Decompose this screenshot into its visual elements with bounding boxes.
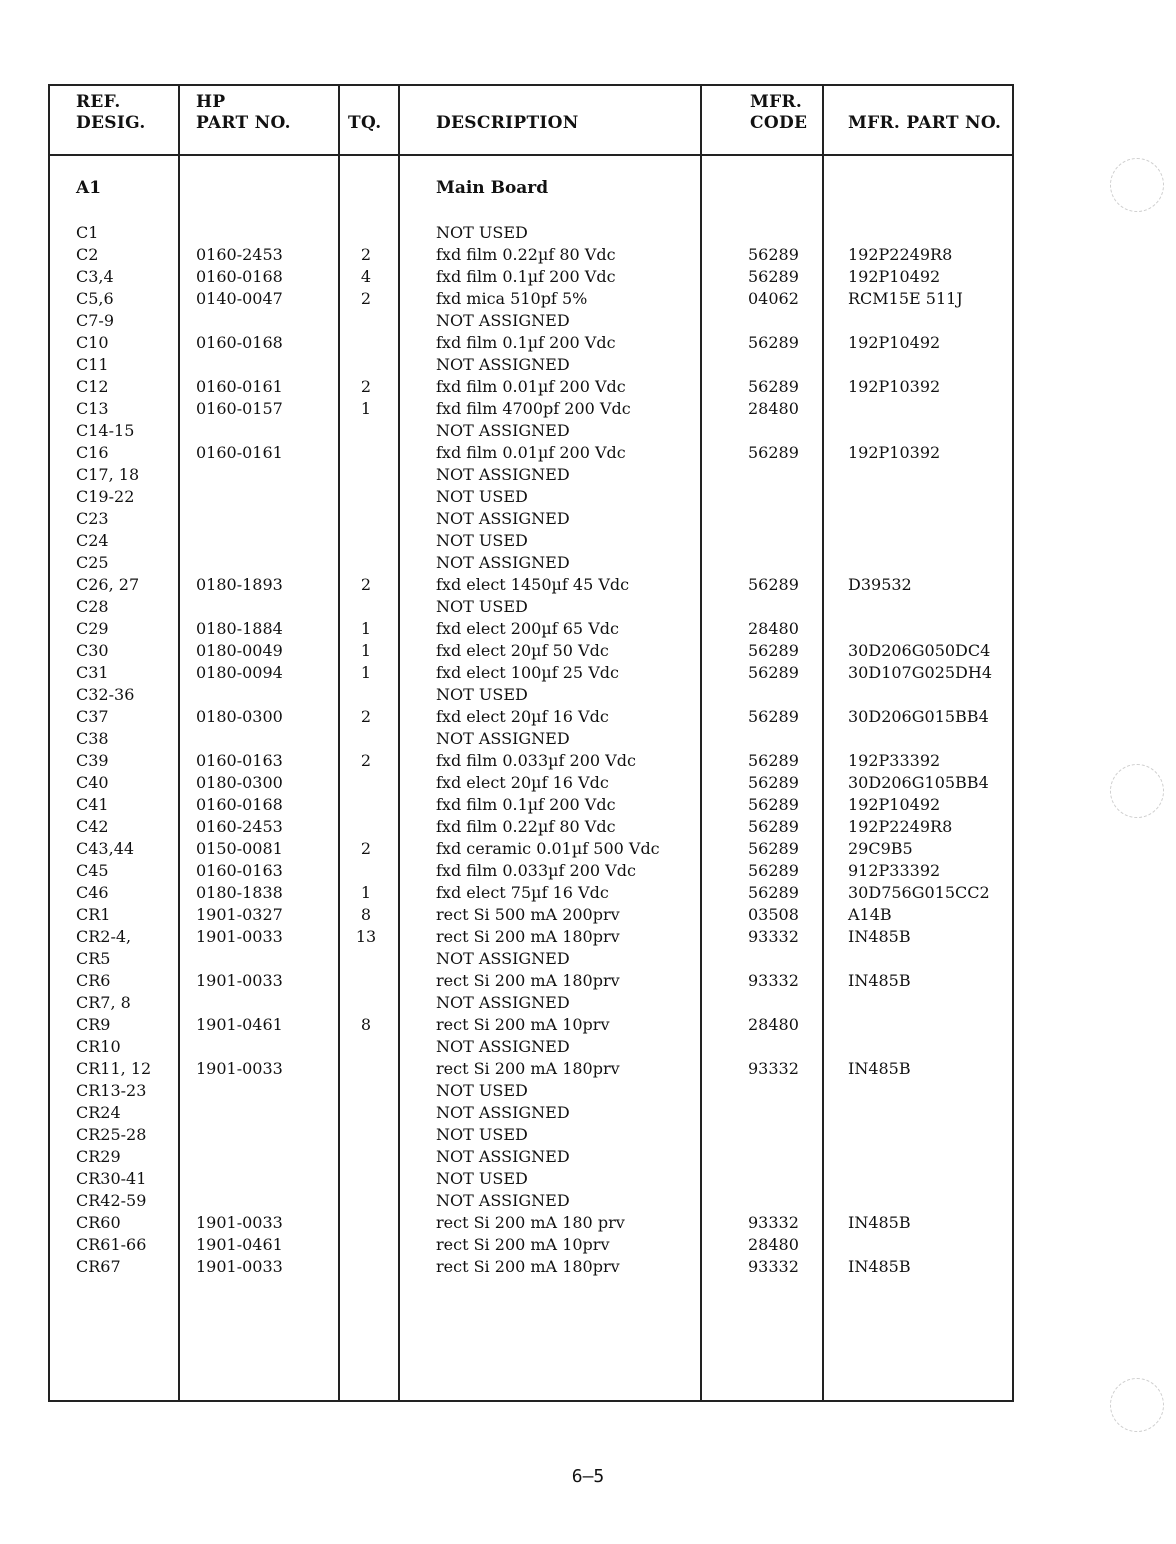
description-cell: NOT ASSIGNED xyxy=(436,993,570,1012)
description-cell: fxd film 0.1µf 200 Vdc xyxy=(436,333,616,352)
header-ref-line1: REF. xyxy=(76,92,121,112)
description-cell: fxd film 0.1µf 200 Vdc xyxy=(436,267,616,286)
table-row xyxy=(48,1190,1014,1212)
description-cell: NOT ASSIGNED xyxy=(436,509,570,528)
hp-part-no-cell: 1901-0033 xyxy=(196,927,283,946)
mfr-code-cell: 93332 xyxy=(748,927,799,946)
description-cell: fxd elect 100µf 25 Vdc xyxy=(436,663,619,682)
hp-part-no-cell: 0180-1838 xyxy=(196,883,283,902)
table-row xyxy=(48,420,1014,442)
description-cell: fxd film 0.01µf 200 Vdc xyxy=(436,377,626,396)
mfr-code-cell: 56289 xyxy=(748,839,799,858)
mfr-code-cell: 56289 xyxy=(748,443,799,462)
ref-desig-cell: C30 xyxy=(76,641,109,660)
table-row xyxy=(48,486,1014,508)
mfr-code-cell: 93332 xyxy=(748,1257,799,1276)
ref-desig-cell: C24 xyxy=(76,531,109,550)
table-row xyxy=(48,530,1014,552)
description-cell: rect Si 500 mA 200prv xyxy=(436,905,620,924)
ref-desig-cell: C46 xyxy=(76,883,109,902)
tq-cell: 2 xyxy=(360,707,372,726)
description-cell: fxd film 4700pf 200 Vdc xyxy=(436,399,631,418)
table-row xyxy=(48,926,1014,948)
description-cell: fxd elect 200µf 65 Vdc xyxy=(436,619,619,638)
table-row xyxy=(48,860,1014,882)
table-row xyxy=(48,662,1014,684)
mfr-code-cell: 28480 xyxy=(748,399,799,418)
ref-desig-cell: CR13-23 xyxy=(76,1081,147,1100)
ref-desig-cell: C28 xyxy=(76,597,109,616)
ref-desig-cell: CR10 xyxy=(76,1037,121,1056)
mfr-code-cell: 28480 xyxy=(748,1235,799,1254)
hp-part-no-cell: 0160-0168 xyxy=(196,267,283,286)
ref-desig-cell: C13 xyxy=(76,399,109,418)
mfr-part-no-cell: IN485B xyxy=(848,1059,911,1078)
table-row xyxy=(48,574,1014,596)
mfr-part-no-cell: 30D206G050DC4 xyxy=(848,641,991,660)
table-row xyxy=(48,1102,1014,1124)
mfr-part-no-cell: 29C9B5 xyxy=(848,839,913,858)
tq-cell: 2 xyxy=(360,751,372,770)
description-cell: fxd elect 1450µf 45 Vdc xyxy=(436,575,630,594)
ref-desig-cell: CR67 xyxy=(76,1257,121,1276)
header-description: DESCRIPTION xyxy=(436,113,579,133)
description-cell: fxd film 0.033µf 200 Vdc xyxy=(436,861,636,880)
table-row xyxy=(48,882,1014,904)
mfr-code-cell: 56289 xyxy=(748,333,799,352)
mfr-part-no-cell: 192P33392 xyxy=(848,751,941,770)
ref-desig-cell: C12 xyxy=(76,377,109,396)
hp-part-no-cell: 0160-0168 xyxy=(196,333,283,352)
tq-cell: 8 xyxy=(360,905,372,924)
mfr-part-no-cell: 192P10392 xyxy=(848,377,941,396)
table-row xyxy=(48,992,1014,1014)
header-mfr-code xyxy=(750,92,807,134)
punch-hole-mark xyxy=(1110,764,1164,818)
tq-cell: 2 xyxy=(360,839,372,858)
header-divider xyxy=(50,154,1012,156)
hp-part-no-cell: 0180-0094 xyxy=(196,663,283,682)
description-cell: NOT ASSIGNED xyxy=(436,465,570,484)
mfr-part-no-cell: IN485B xyxy=(848,1213,911,1232)
description-cell: rect Si 200 mA 10prv xyxy=(436,1015,610,1034)
description-cell: NOT USED xyxy=(436,1169,528,1188)
hp-part-no-cell: 0160-0163 xyxy=(196,861,283,880)
tq-cell: 8 xyxy=(360,1015,372,1034)
tq-cell: 1 xyxy=(360,399,372,418)
hp-part-no-cell: 0150-0081 xyxy=(196,839,283,858)
description-cell: NOT ASSIGNED xyxy=(436,1191,570,1210)
ref-desig-cell: C17, 18 xyxy=(76,465,140,484)
ref-desig-cell: C25 xyxy=(76,553,109,572)
mfr-code-cell: 28480 xyxy=(748,1015,799,1034)
description-cell: NOT ASSIGNED xyxy=(436,729,570,748)
tq-cell: 2 xyxy=(360,245,372,264)
table-row xyxy=(48,1058,1014,1080)
mfr-code-cell: 93332 xyxy=(748,971,799,990)
mfr-part-no-cell: IN485B xyxy=(848,927,911,946)
tq-cell: 1 xyxy=(360,883,372,902)
table-row xyxy=(48,552,1014,574)
mfr-code-cell: 56289 xyxy=(748,575,799,594)
description-cell: NOT USED xyxy=(436,531,528,550)
ref-desig-cell: C38 xyxy=(76,729,109,748)
tq-cell: 1 xyxy=(360,641,372,660)
mfr-part-no-cell: 30D107G025DH4 xyxy=(848,663,993,682)
description-cell: fxd film 0.22µf 80 Vdc xyxy=(436,817,616,836)
ref-desig-cell: C7-9 xyxy=(76,311,115,330)
ref-desig-cell: CR60 xyxy=(76,1213,121,1232)
ref-desig-cell: CR29 xyxy=(76,1147,121,1166)
description-cell: NOT USED xyxy=(436,223,528,242)
mfr-code-cell: 56289 xyxy=(748,641,799,660)
description-cell: fxd elect 20µf 16 Vdc xyxy=(436,707,609,726)
header-part-line1: HP xyxy=(196,92,226,112)
table-row xyxy=(48,508,1014,530)
ref-desig-cell: C29 xyxy=(76,619,109,638)
description-cell: fxd film 0.033µf 200 Vdc xyxy=(436,751,636,770)
mfr-part-no-cell: 192P10492 xyxy=(848,795,941,814)
description-cell: fxd elect 75µf 16 Vdc xyxy=(436,883,609,902)
mfr-part-no-cell: 192P2249R8 xyxy=(848,245,953,264)
description-cell: fxd film 0.1µf 200 Vdc xyxy=(436,795,616,814)
ref-desig-cell: C11 xyxy=(76,355,109,374)
description-cell: NOT USED xyxy=(436,1125,528,1144)
description-cell: rect Si 200 mA 180prv xyxy=(436,927,620,946)
mfr-part-no-cell: IN485B xyxy=(848,1257,911,1276)
table-row xyxy=(48,1146,1014,1168)
description-cell: NOT ASSIGNED xyxy=(436,949,570,968)
mfr-code-cell: 28480 xyxy=(748,619,799,638)
table-row xyxy=(48,728,1014,750)
mfr-part-no-cell: 192P10492 xyxy=(848,267,941,286)
description-cell: NOT ASSIGNED xyxy=(436,553,570,572)
ref-desig-cell: CR30-41 xyxy=(76,1169,147,1188)
hp-part-no-cell: 0160-0161 xyxy=(196,377,283,396)
ref-desig-cell: CR6 xyxy=(76,971,111,990)
table-row xyxy=(48,464,1014,486)
mfr-part-no-cell: 30D756G015CC2 xyxy=(848,883,990,902)
table-row xyxy=(48,442,1014,464)
table-row xyxy=(48,310,1014,332)
section-title: Main Board xyxy=(436,178,549,198)
mfr-code-cell: 56289 xyxy=(748,707,799,726)
hp-part-no-cell: 0160-0163 xyxy=(196,751,283,770)
ref-desig-cell: C14-15 xyxy=(76,421,135,440)
mfr-code-cell: 56289 xyxy=(748,861,799,880)
section-ref: A1 xyxy=(76,178,102,198)
hp-part-no-cell: 1901-0461 xyxy=(196,1015,283,1034)
hp-part-no-cell: 0140-0047 xyxy=(196,289,283,308)
ref-desig-cell: C3,4 xyxy=(76,267,114,286)
description-cell: rect Si 200 mA 10prv xyxy=(436,1235,610,1254)
mfr-code-cell: 04062 xyxy=(748,289,799,308)
table-row xyxy=(48,288,1014,310)
ref-desig-cell: C43,44 xyxy=(76,839,135,858)
hp-part-no-cell: 0180-0300 xyxy=(196,707,283,726)
hp-part-no-cell: 0160-0157 xyxy=(196,399,283,418)
table-row xyxy=(48,398,1014,420)
mfr-code-cell: 56289 xyxy=(748,883,799,902)
mfr-code-cell: 56289 xyxy=(748,817,799,836)
description-cell: NOT USED xyxy=(436,1081,528,1100)
description-cell: fxd film 0.01µf 200 Vdc xyxy=(436,443,626,462)
table-row xyxy=(48,904,1014,926)
description-cell: NOT USED xyxy=(436,685,528,704)
ref-desig-cell: C16 xyxy=(76,443,109,462)
description-cell: fxd elect 20µf 50 Vdc xyxy=(436,641,609,660)
hp-part-no-cell: 1901-0461 xyxy=(196,1235,283,1254)
hp-part-no-cell: 0180-1893 xyxy=(196,575,283,594)
table-row xyxy=(48,1212,1014,1234)
mfr-code-cell: 56289 xyxy=(748,267,799,286)
description-cell: fxd elect 20µf 16 Vdc xyxy=(436,773,609,792)
mfr-part-no-cell: 192P10392 xyxy=(848,443,941,462)
ref-desig-cell: C32-36 xyxy=(76,685,135,704)
ref-desig-cell: CR5 xyxy=(76,949,111,968)
table-row xyxy=(48,816,1014,838)
description-cell: NOT USED xyxy=(436,487,528,506)
header-code-line1: MFR. xyxy=(750,92,803,112)
mfr-part-no-cell: IN485B xyxy=(848,971,911,990)
mfr-code-cell: 03508 xyxy=(748,905,799,924)
mfr-code-cell: 56289 xyxy=(748,377,799,396)
punch-hole-mark xyxy=(1110,158,1164,212)
description-cell: NOT ASSIGNED xyxy=(436,355,570,374)
description-cell: rect Si 200 mA 180 prv xyxy=(436,1213,625,1232)
description-cell: NOT USED xyxy=(436,597,528,616)
ref-desig-cell: C26, 27 xyxy=(76,575,140,594)
header-tq: TQ. xyxy=(348,113,382,133)
table-row xyxy=(48,794,1014,816)
mfr-part-no-cell: 192P10492 xyxy=(848,333,941,352)
ref-desig-cell: C23 xyxy=(76,509,109,528)
hp-part-no-cell: 0160-2453 xyxy=(196,245,283,264)
ref-desig-cell: CR42-59 xyxy=(76,1191,147,1210)
table-row xyxy=(48,376,1014,398)
hp-part-no-cell: 1901-0033 xyxy=(196,1059,283,1078)
table-row xyxy=(48,706,1014,728)
table-row xyxy=(48,750,1014,772)
description-cell: NOT ASSIGNED xyxy=(436,311,570,330)
mfr-code-cell: 56289 xyxy=(748,773,799,792)
tq-cell: 1 xyxy=(360,619,372,638)
table-row xyxy=(48,244,1014,266)
ref-desig-cell: C1 xyxy=(76,223,99,242)
ref-desig-cell: C10 xyxy=(76,333,109,352)
table-row xyxy=(48,1256,1014,1278)
tq-cell: 1 xyxy=(360,663,372,682)
table-row xyxy=(48,618,1014,640)
table-row xyxy=(48,266,1014,288)
ref-desig-cell: C5,6 xyxy=(76,289,114,308)
table-row xyxy=(48,1234,1014,1256)
tq-cell: 2 xyxy=(360,575,372,594)
description-cell: NOT ASSIGNED xyxy=(436,1103,570,1122)
mfr-part-no-cell: 912P33392 xyxy=(848,861,941,880)
hp-part-no-cell: 0180-0300 xyxy=(196,773,283,792)
tq-cell: 2 xyxy=(360,377,372,396)
table-row xyxy=(48,332,1014,354)
ref-desig-cell: CR1 xyxy=(76,905,111,924)
table-row xyxy=(48,222,1014,244)
tq-cell: 4 xyxy=(360,267,372,286)
description-cell: NOT ASSIGNED xyxy=(436,1037,570,1056)
ref-desig-cell: C39 xyxy=(76,751,109,770)
description-cell: NOT ASSIGNED xyxy=(436,421,570,440)
hp-part-no-cell: 0160-2453 xyxy=(196,817,283,836)
ref-desig-cell: C41 xyxy=(76,795,109,814)
ref-desig-cell: CR11, 12 xyxy=(76,1059,152,1078)
ref-desig-cell: CR24 xyxy=(76,1103,121,1122)
header-mfr-part-no: MFR. PART NO. xyxy=(848,113,1002,133)
description-cell: NOT ASSIGNED xyxy=(436,1147,570,1166)
hp-part-no-cell: 0180-0049 xyxy=(196,641,283,660)
table-row xyxy=(48,1124,1014,1146)
mfr-part-no-cell: 192P2249R8 xyxy=(848,817,953,836)
header-ref-line2: DESIG. xyxy=(76,113,146,133)
ref-desig-cell: C2 xyxy=(76,245,99,264)
table-row xyxy=(48,838,1014,860)
ref-desig-cell: C37 xyxy=(76,707,109,726)
description-cell: rect Si 200 mA 180prv xyxy=(436,1059,620,1078)
page-number: 6–5 xyxy=(571,1466,605,1487)
description-cell: fxd ceramic 0.01µf 500 Vdc xyxy=(436,839,660,858)
table-row xyxy=(48,684,1014,706)
hp-part-no-cell: 1901-0033 xyxy=(196,971,283,990)
hp-part-no-cell: 0160-0161 xyxy=(196,443,283,462)
table-row xyxy=(48,596,1014,618)
header-code-line2: CODE xyxy=(750,113,808,133)
ref-desig-cell: C40 xyxy=(76,773,109,792)
mfr-code-cell: 93332 xyxy=(748,1059,799,1078)
mfr-part-no-cell: 30D206G015BB4 xyxy=(848,707,989,726)
ref-desig-cell: C19-22 xyxy=(76,487,135,506)
table-row xyxy=(48,1014,1014,1036)
table-row xyxy=(48,1168,1014,1190)
ref-desig-cell: CR61-66 xyxy=(76,1235,147,1254)
tq-cell: 13 xyxy=(355,927,377,946)
header-ref-desig xyxy=(76,92,146,134)
mfr-part-no-cell: RCM15E 511J xyxy=(848,289,963,308)
table-row xyxy=(48,772,1014,794)
ref-desig-cell: CR9 xyxy=(76,1015,111,1034)
table-row xyxy=(48,354,1014,376)
hp-part-no-cell: 1901-0033 xyxy=(196,1257,283,1276)
hp-part-no-cell: 1901-0327 xyxy=(196,905,283,924)
ref-desig-cell: C31 xyxy=(76,663,109,682)
description-cell: fxd film 0.22µf 80 Vdc xyxy=(436,245,616,264)
ref-desig-cell: C45 xyxy=(76,861,109,880)
description-cell: rect Si 200 mA 180prv xyxy=(436,971,620,990)
mfr-code-cell: 93332 xyxy=(748,1213,799,1232)
hp-part-no-cell: 0180-1884 xyxy=(196,619,283,638)
hp-part-no-cell: 1901-0033 xyxy=(196,1213,283,1232)
table-row xyxy=(48,948,1014,970)
ref-desig-cell: CR25-28 xyxy=(76,1125,147,1144)
mfr-part-no-cell: D39532 xyxy=(848,575,912,594)
tq-cell: 2 xyxy=(360,289,372,308)
table-row xyxy=(48,640,1014,662)
header-hp-part-no xyxy=(196,92,291,134)
description-cell: fxd mica 510pf 5% xyxy=(436,289,588,308)
mfr-code-cell: 56289 xyxy=(748,663,799,682)
table-row xyxy=(48,1080,1014,1102)
description-cell: rect Si 200 mA 180prv xyxy=(436,1257,620,1276)
hp-part-no-cell: 0160-0168 xyxy=(196,795,283,814)
header-part-line2: PART NO. xyxy=(196,113,291,133)
punch-hole-mark xyxy=(1110,1378,1164,1432)
table-row xyxy=(48,970,1014,992)
ref-desig-cell: C42 xyxy=(76,817,109,836)
mfr-code-cell: 56289 xyxy=(748,751,799,770)
mfr-code-cell: 56289 xyxy=(748,795,799,814)
table-row xyxy=(48,1036,1014,1058)
mfr-code-cell: 56289 xyxy=(748,245,799,264)
mfr-part-no-cell: 30D206G105BB4 xyxy=(848,773,989,792)
ref-desig-cell: CR7, 8 xyxy=(76,993,131,1012)
ref-desig-cell: CR2-4, xyxy=(76,927,132,946)
mfr-part-no-cell: A14B xyxy=(848,905,892,924)
